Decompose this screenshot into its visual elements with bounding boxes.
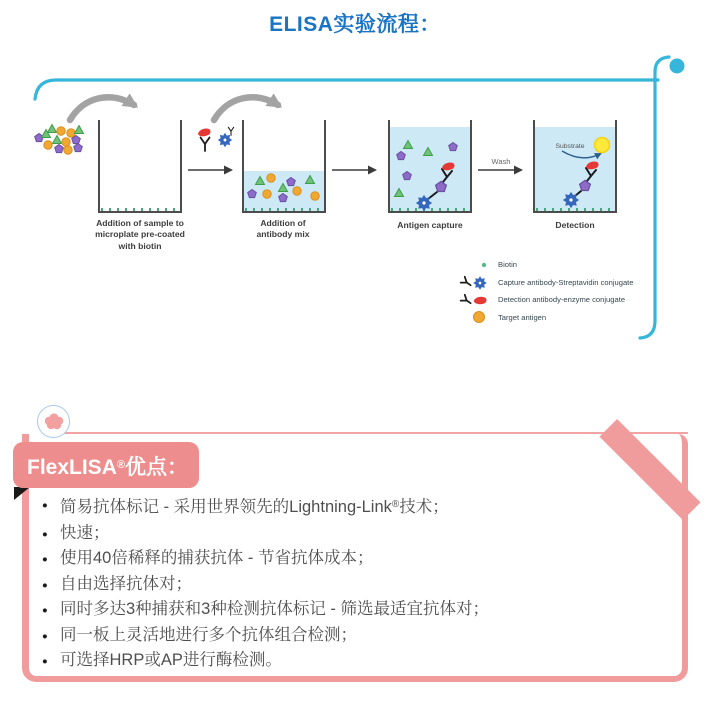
legend: [456, 256, 696, 326]
capture-conjugate-icon: [456, 273, 492, 291]
ribbon-suffix: 优点：: [124, 456, 188, 479]
panel-top-line: [52, 432, 688, 434]
pour-arrow-2: [214, 97, 278, 120]
bullet-item: ● 可选择HRP或AP进行酶检测。: [42, 651, 662, 671]
target-antigen-icon: [456, 308, 492, 326]
well-detection: [533, 120, 617, 213]
bullet-item: ● 使用40倍稀释的捕获抗体 - 节省抗体成本；: [42, 549, 662, 569]
step-label-2: Addition of antibody mix: [256, 218, 310, 240]
page-title: ELISA实验流程：: [269, 13, 441, 36]
bullet-list: [42, 495, 662, 677]
substrate-label: Substrate: [555, 143, 585, 150]
pour-arrow-1: [70, 97, 134, 120]
wash-label: Wash: [491, 157, 511, 166]
legend-item-detection: Detection antibody-enzyme conjugate: [456, 291, 696, 309]
bullet-item: ● 同时多达3种捕获和3种检测抗体标记 - 筛选最适宜抗体对；: [42, 600, 662, 620]
biotin-coating: [101, 208, 179, 211]
step-label-1: Addition of sample to microplate pre-coated with biotin: [95, 218, 185, 251]
bullet-item: ● 简易抗体标记 - 采用世界领先的Lightning-Link®技术；: [42, 495, 662, 518]
liquid: [244, 171, 324, 211]
liquid: [390, 127, 470, 211]
liquid: [535, 127, 615, 211]
detection-conjugate-icon: [456, 291, 492, 309]
bullet-item: ● 快速；: [42, 524, 662, 544]
biotin-icon: [456, 256, 492, 274]
step-label-4: Detection: [555, 220, 595, 230]
bullet-item: ● 自由选择抗体对；: [42, 575, 662, 595]
well-antibody-mix: [242, 120, 326, 213]
well-sample: [98, 120, 182, 213]
biotin-coating: [391, 208, 469, 211]
sample-cluster: [35, 125, 84, 155]
well-antigen-capture: [388, 120, 472, 213]
flexlisa-ribbon: [13, 442, 199, 488]
legend-item-capture: Capture antibody-Streptavidin conjugate: [456, 274, 696, 292]
antibody-mix-icons: [198, 127, 234, 151]
registered-mark: ®: [116, 459, 125, 471]
legend-item-biotin: Biotin: [456, 256, 696, 274]
ribbon-brand: FlexLISA: [27, 456, 117, 479]
bullet-item: ● 同一板上灵活地进行多个抗体组合检测；: [42, 626, 662, 646]
biotin-coating: [536, 208, 614, 211]
step-label-3: Antigen capture: [397, 220, 463, 230]
legend-item-target: Target antigen: [456, 309, 696, 327]
flower-badge-icon: [37, 405, 70, 438]
cyan-dot: [670, 59, 685, 74]
ribbon-fold-corner: [14, 487, 30, 500]
biotin-coating: [245, 208, 323, 211]
